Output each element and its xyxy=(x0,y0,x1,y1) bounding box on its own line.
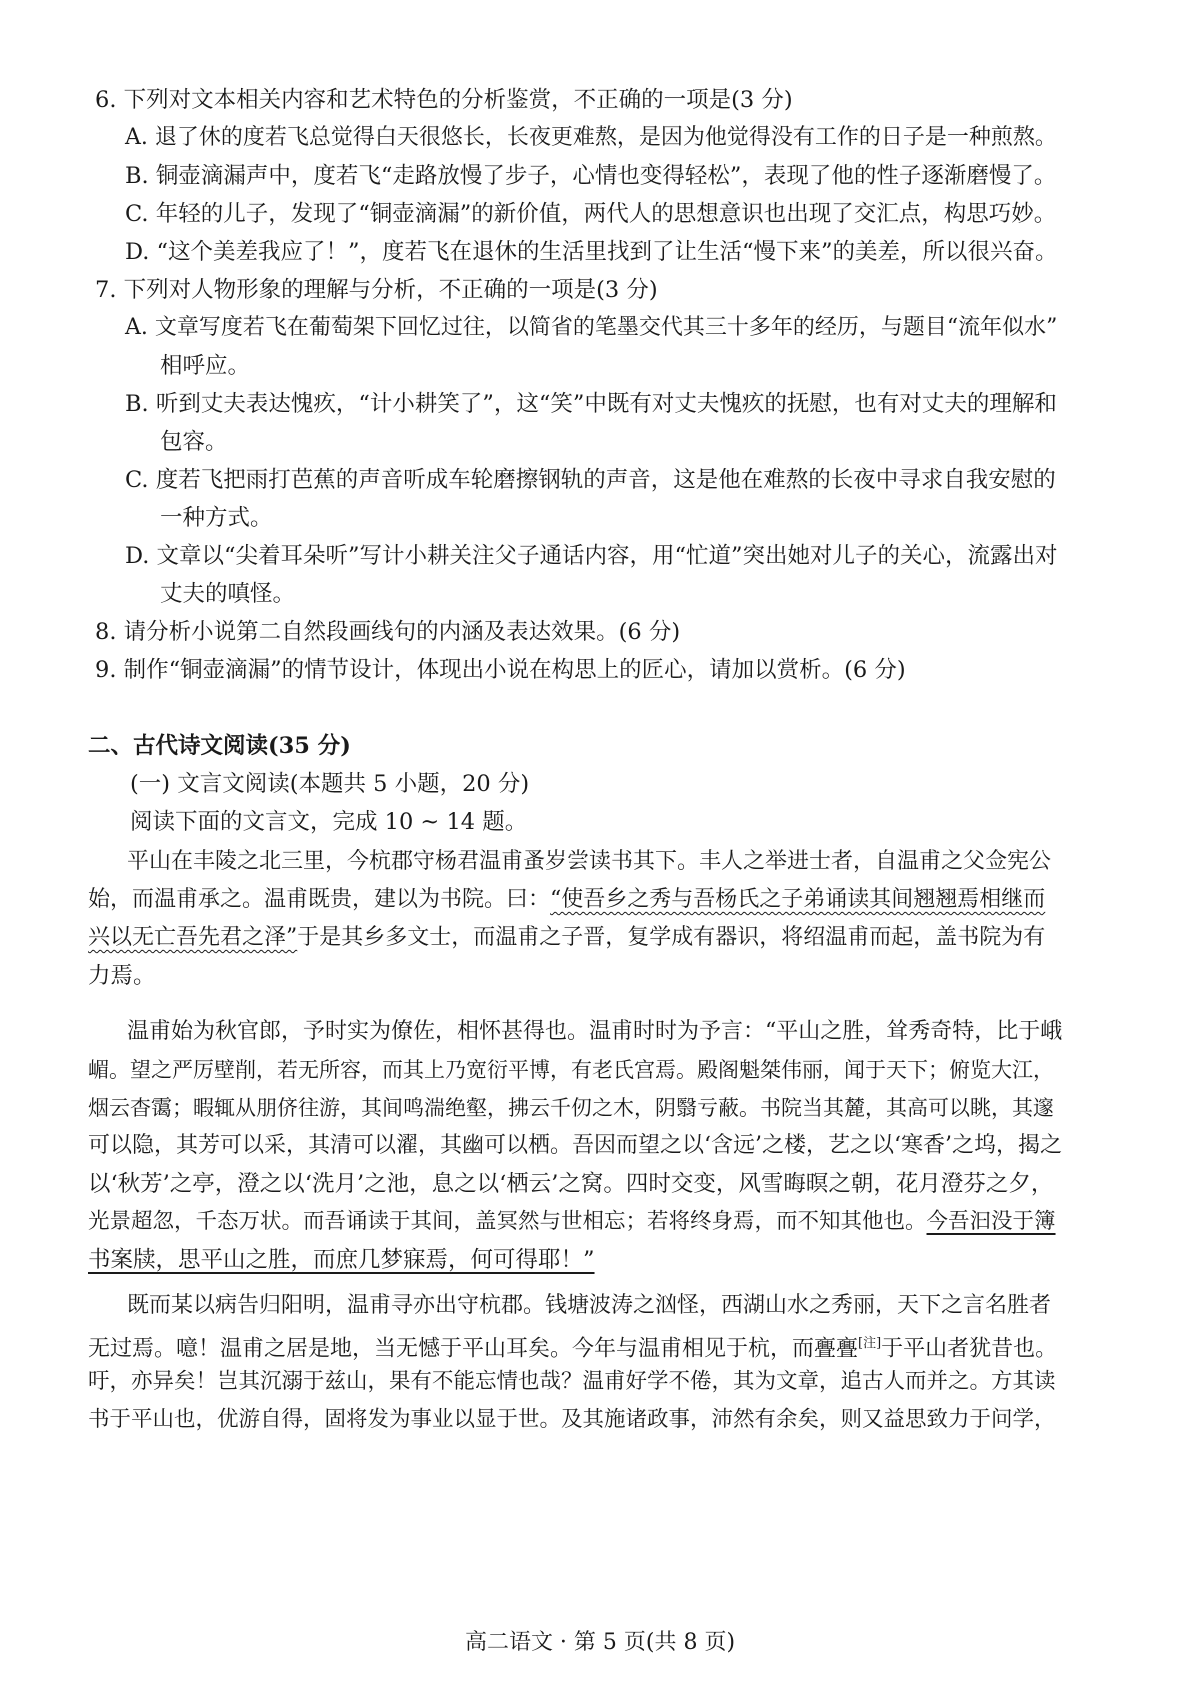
underlined-sentence: 兴以无亡吾先君之泽” xyxy=(88,925,298,950)
q6-option-a: A. 退了休的度若飞总觉得白天很悠长，长夜更难熬，是因为他觉得没有工作的日子是一种煎熬。 xyxy=(125,125,1057,150)
passage-p1-line2 xyxy=(88,884,1045,916)
passage-p2-line1: 温甫始为秋官郎，予时实为僚佐，相怀甚得也。温甫时时为予言：“平山之胜，耸秀奇特，比于峨 xyxy=(127,1019,1063,1044)
q7-option-c-line1: C. 度若飞把雨打芭蕉的声音听成车轮磨擦钢轨的声音，这是他在难熬的长夜中寻求自我安慰的 xyxy=(125,467,1056,493)
q7-option-d-line1: D. 文章以“尖着耳朵听”写计小耕关注父子通话内容，用“忙道”突出她对儿子的关心，流露出对 xyxy=(125,543,1058,569)
passage-instruction: 阅读下面的文言文，完成 10 ~ 14 题。 xyxy=(130,809,528,835)
q6-option-b: B. 铜壶滴漏声中，度若飞“走路放慢了步子，心情也变得轻松”，表现了他的性子逐渐磨慢了。 xyxy=(125,163,1057,189)
underlined-sentence: “使吾乡之秀与吾杨氏之子弟诵读其间翘翘焉相继而 xyxy=(550,887,1046,912)
passage-text: 始，而温甫承之。温甫既贵，建以为书院。曰： xyxy=(88,887,551,912)
passage-text: 无过焉。噫！温甫之居是地，当无憾于平山耳矣。今年与温甫相见于杭，而亹亹 xyxy=(88,1336,859,1362)
passage-p1-line3 xyxy=(88,922,1045,954)
passage-text: 于平山者犹昔也。 xyxy=(881,1336,1058,1362)
passage-p2-line6 xyxy=(88,1206,1056,1238)
q7-option-c-line2: 一种方式。 xyxy=(160,505,273,531)
page-footer: 高二语文 · 第 5 页(共 8 页) xyxy=(464,1630,736,1655)
q6-option-d: D. “这个美差我应了！”，度若飞在退休的生活里找到了让生活“慢下来”的美差，所以很兴奋。 xyxy=(125,239,1058,265)
passage-p3-line3: 吁，亦异矣！岂其沉溺于兹山，果有不能忘情也哉？温甫好学不倦，其为文章，追古人而并之。方其读 xyxy=(88,1369,1056,1394)
passage-p2-line4: 可以隐，其芳可以采，其清可以濯，其幽可以栖。吾因而望之以‘含远’之楼，艺之以‘寒香’之坞，揭之 xyxy=(88,1133,1062,1158)
passage-p1-line1: 平山在丰陵之北三里，今杭郡守杨君温甫蚤岁尝读书其下。丰人之举进士者，自温甫之父佥宪公 xyxy=(127,849,1052,874)
q8: 8. 请分析小说第二自然段画线句的内涵及表达效果。(6 分) xyxy=(95,619,681,645)
underlined-sentence: 今吾汩没于簿 xyxy=(926,1209,1056,1234)
q7-option-d-line2: 丈夫的嗔怪。 xyxy=(160,581,296,607)
q7-stem: 7. 下列对人物形象的理解与分析，不正确的一项是(3 分) xyxy=(95,277,658,303)
passage-text: 于是其乡多文士，而温甫之子晋，复学成有器识，将绍温甫而起，盖书院为有 xyxy=(297,925,1046,950)
passage-text: 光景超忽，千态万状。而吾诵读于其间，盖冥然与世相忘；若将终身焉，而不知其他也。 xyxy=(88,1209,927,1234)
q6-option-c: C. 年轻的儿子，发现了“铜壶滴漏”的新价值，两代人的思想意识也出现了交汇点，构思巧妙。 xyxy=(125,201,1057,227)
q7-option-a-line2: 相呼应。 xyxy=(160,353,251,379)
passage-p2-line2: 嵋。望之严厉壁削，若无所容，而其上乃宽衍平博，有老氏宫焉。殿阁魁桀伟丽，闻于天下；俯览大江， xyxy=(88,1058,1054,1082)
passage-p2-line5: 以‘秋芳’之亭，澄之以‘洗月’之池，息之以‘栖云’之窝。四时交变，风雪晦暝之朝，花月澄芬之夕， xyxy=(88,1171,1054,1197)
q7-option-b-line2: 包容。 xyxy=(160,429,228,455)
q7-option-b-line1: B. 听到丈夫表达愧疚，“计小耕笑了”，这“笑”中既有对丈夫愧疚的抚慰，也有对丈夫的理解和 xyxy=(125,391,1057,417)
passage-p3-line1: 既而某以病告归阳明，温甫寻亦出守杭郡。钱塘波涛之汹怪，西湖山水之秀丽，天下之言名胜者 xyxy=(127,1293,1052,1318)
footnote-marker: [注] xyxy=(858,1336,882,1351)
section-title: 二、古代诗文阅读(35 分) xyxy=(88,733,351,759)
passage-p2-line3: 烟云杳霭；暇辄从朋侪往游，其间鸣湍绝壑，拂云千仞之木，阴翳亏蔽。书院当其麓，其高可以眺，其邃 xyxy=(88,1096,1054,1120)
subsection-title: (一) 文言文阅读(本题共 5 小题，20 分) xyxy=(130,771,530,797)
passage-p1-line4: 力焉。 xyxy=(88,963,156,989)
passage-p3-line2 xyxy=(88,1328,1057,1365)
passage-p2-line7: 书案牍，思平山之胜，而庶几梦寐焉，何可得耶！” xyxy=(88,1247,595,1273)
q6-stem: 6. 下列对文本相关内容和艺术特色的分析鉴赏，不正确的一项是(3 分) xyxy=(95,87,793,113)
q9: 9. 制作“铜壶滴漏”的情节设计，体现出小说在构思上的匠心，请加以赏析。(6 分) xyxy=(95,657,906,683)
q7-option-a-line1: A. 文章写度若飞在葡萄架下回忆过往，以简省的笔墨交代其三十多年的经历，与题目“流年似水” xyxy=(125,315,1058,340)
passage-p3-line4: 书于平山也，优游自得，固将发为事业以显于世。及其施诸政事，沛然有余矣，则又益思致力于问学， xyxy=(88,1407,1056,1432)
